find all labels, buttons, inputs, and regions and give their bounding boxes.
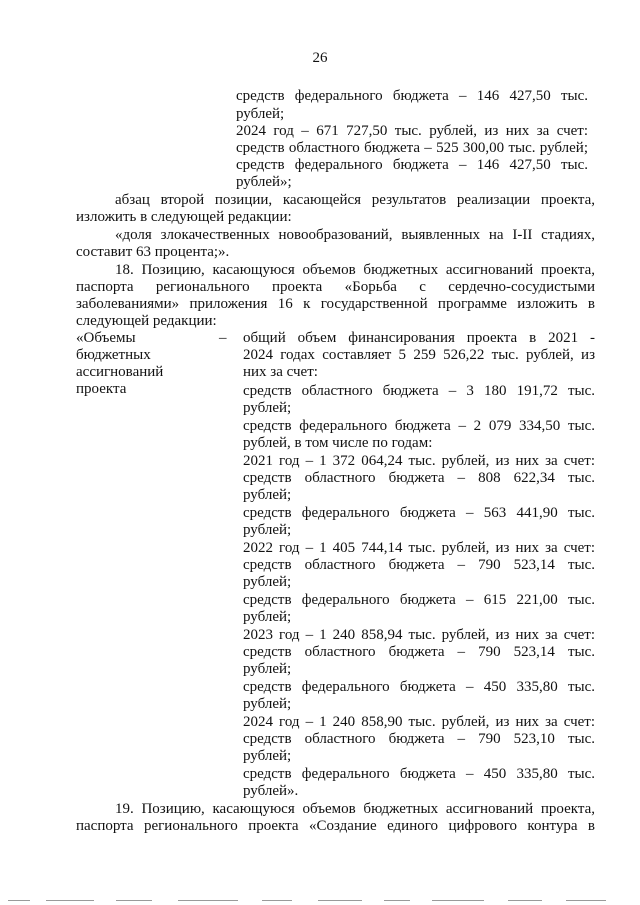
text-line: средств федерального бюджета – 146 427,50 тыс. [236,157,588,173]
value-line: средств областного бюджета – 808 622,34 тыс. [243,470,595,486]
value-line: средств федерального бюджета – 563 441,90 тыс. [243,505,595,521]
text-line: рублей»; [236,174,292,190]
value-line: 2023 год – 1 240 858,94 тыс. рублей, из них за счет: [243,627,595,643]
value-line: средств областного бюджета – 790 523,10 тыс. [243,731,595,747]
quote-line: «доля злокачественных новообразований, выявленных на I-II стадиях, [115,227,595,243]
value-line: средств областного бюджета – 790 523,14 тыс. [243,644,595,660]
label-line: бюджетных [76,347,151,363]
value-line: средств федерального бюджета – 450 335,80 тыс. [243,679,595,695]
text-line: средств областного бюджета – 525 300,00 тыс. рублей; [236,140,588,156]
value-line: средств областного бюджета – 790 523,14 тыс. [243,557,595,573]
value-line: рублей; [243,574,292,590]
paragraph-line: изложить в следующей редакции: [76,209,292,225]
text-line: средств федерального бюджета – 146 427,50 тыс. [236,88,588,104]
value-line: рублей; [243,748,292,764]
item19-line: 19. Позицию, касающуюся объемов бюджетных ассигнований проекта, [115,801,595,817]
value-line: рублей; [243,400,292,416]
value-line: рублей». [243,783,299,799]
value-line: рублей, в том числе по годам: [243,435,433,451]
label-line: проекта [76,381,127,397]
value-line: рублей; [243,609,292,625]
value-line: общий объем финансирования проекта в 2021 - [243,330,595,346]
value-line: средств федерального бюджета – 2 079 334,50 тыс. [243,418,595,434]
value-line: рублей; [243,696,292,712]
item18-line: заболеваниями» приложения 16 к государственной программе изложить в [76,296,595,312]
scan-edge-artifact [0,896,640,905]
value-line: рублей; [243,487,292,503]
value-line: 2022 год – 1 405 744,14 тыс. рублей, из них за счет: [243,540,595,556]
item18-line: 18. Позицию, касающуюся объемов бюджетных ассигнований проекта, [115,262,595,278]
value-line: средств федерального бюджета – 450 335,80 тыс. [243,766,595,782]
label-dash: – [219,330,227,346]
value-line: 2021 год – 1 372 064,24 тыс. рублей, из них за счет: [243,453,595,469]
value-line: средств федерального бюджета – 615 221,00 тыс. [243,592,595,608]
text-line: 2024 год – 671 727,50 тыс. рублей, из них за счет: [236,123,588,139]
item19-line: паспорта регионального проекта «Создание единого цифрового контура в [76,818,595,834]
paragraph-line: абзац второй позиции, касающейся результатов реализации проекта, [115,192,595,208]
label-line: ассигнований [76,364,164,380]
label-line: «Объемы [76,330,136,346]
value-line: рублей; [243,661,292,677]
page-number: 26 [312,50,328,66]
value-line: рублей; [243,522,292,538]
text-line: рублей; [236,106,285,122]
value-line: средств областного бюджета – 3 180 191,72 тыс. [243,383,595,399]
item18-line: следующей редакции: [76,313,217,329]
quote-line: составит 63 процента;». [76,244,230,260]
value-line: них за счет: [243,364,318,380]
value-line: 2024 годах составляет 5 259 526,22 тыс. рублей, из [243,347,595,363]
value-line: 2024 год – 1 240 858,90 тыс. рублей, из них за счет: [243,714,595,730]
item18-line: паспорта регионального проекта «Борьба с сердечно-сосудистыми [76,279,595,295]
